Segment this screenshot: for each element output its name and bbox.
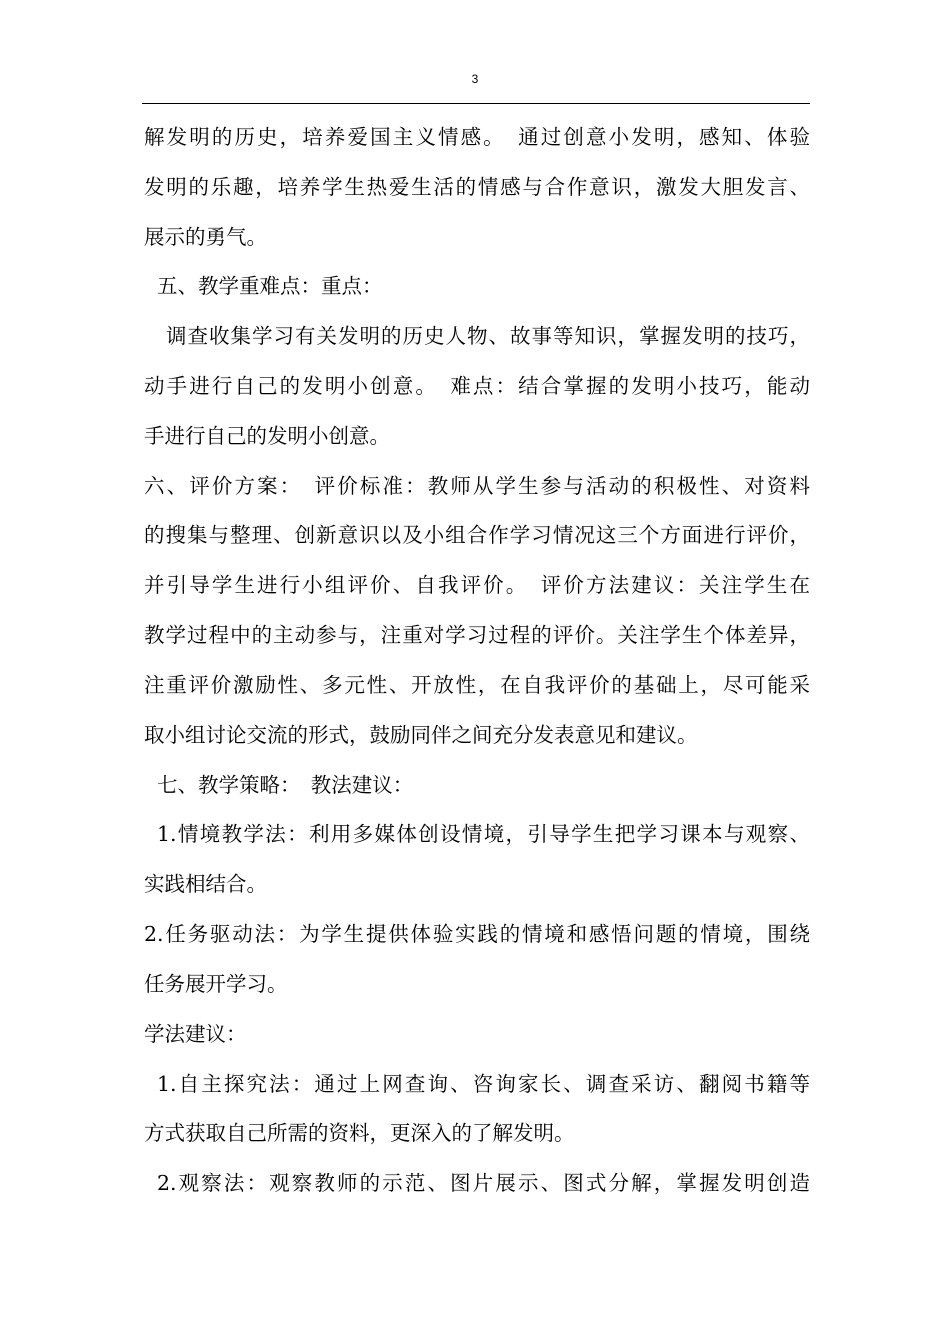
body-line: 注重评价激励性、多元性、开放性，在自我评价的基础上，尽可能采 [144,673,810,697]
body-line: 的搜集与整理、创新意识以及小组合作学习情况这三个方面进行评价， [144,523,810,547]
body-line: 取小组讨论交流的形式，鼓励同伴之间充分发表意见和建议。 [144,723,698,747]
body-line: 动手进行自己的发明小创意。 难点：结合掌握的发明小技巧，能动 [144,374,810,398]
header-rule [142,103,810,104]
list-item: 1.自主探究法：通过上网查询、咨询家长、调查采访、翻阅书籍等 [157,1072,810,1096]
body-line: 发明的乐趣，培养学生热爱生活的情感与合作意识，激发大胆发言、 [144,175,810,199]
list-item: 2.任务驱动法：为学生提供体验实践的情境和感悟问题的情境，围绕 [144,922,810,946]
body-line: 并引导学生进行小组评价、自我评价。 评价方法建议：关注学生在 [144,573,810,597]
body-line: 任务展开学习。 [144,972,288,996]
body-line: 解发明的历史，培养爱国主义情感。 通过创意小发明，感知、体验 [144,125,810,149]
body-line: 手进行自己的发明小创意。 [144,424,390,448]
list-item: 2.观察法：观察教师的示范、图片展示、图式分解，掌握发明创造 [157,1171,810,1195]
section-heading-7: 七、教学策略： 教法建议： [157,773,414,797]
section-heading-6: 六、评价方案： 评价标准：教师从学生参与活动的积极性、对资料 [144,474,810,498]
body-line: 调查收集学习有关发明的历史人物、故事等知识，掌握发明的技巧， [166,324,810,348]
body-line: 方式获取自己所需的资料，更深入的了解发明。 [144,1121,575,1145]
body-line: 实践相结合。 [144,872,267,896]
body-line: 教学过程中的主动参与，注重对学习过程的评价。关注学生个体差异， [144,623,810,647]
section-heading-5: 五、教学重难点：重点： [157,274,383,298]
list-item: 1.情境教学法：利用多媒体创设情境，引导学生把学习课本与观察、 [157,822,810,846]
body-line: 展示的勇气。 [144,225,267,249]
subheading: 学法建议： [144,1022,247,1046]
page-number: 3 [471,72,479,86]
